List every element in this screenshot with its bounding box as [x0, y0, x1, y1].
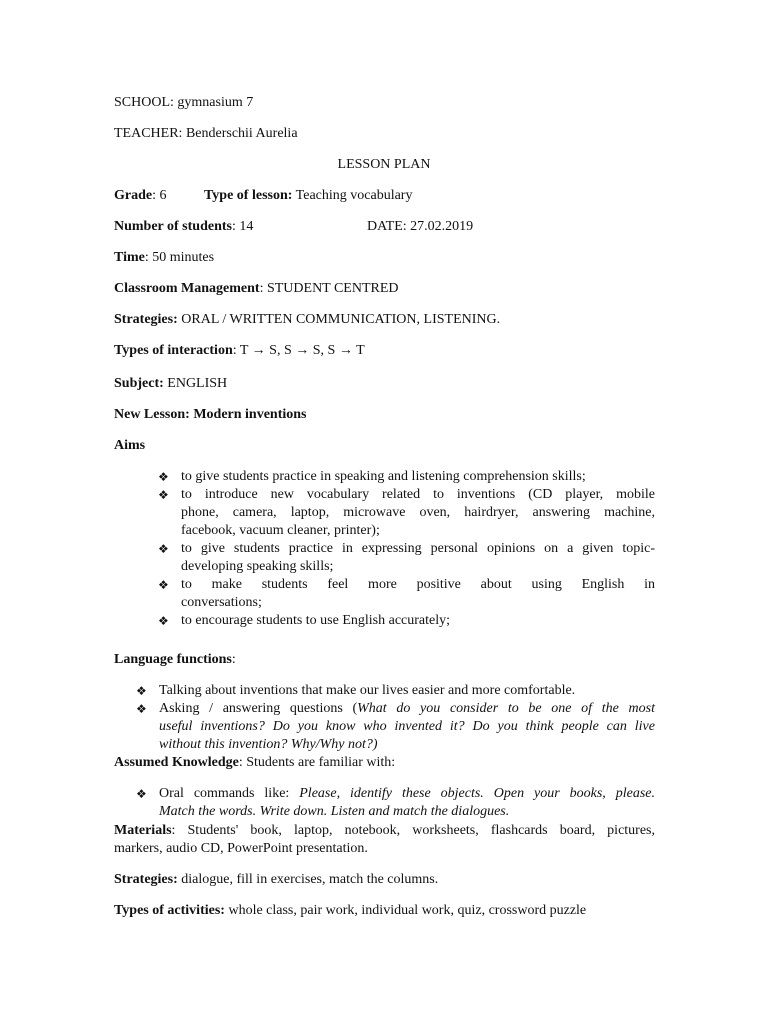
language-functions-label: Language functions [114, 652, 232, 667]
new-lesson-heading: New Lesson: Modern inventions [114, 407, 307, 422]
bullet-diamond-icon: ❖ [158, 542, 169, 556]
aim-line: to encourage students to use English accurately; [181, 613, 451, 628]
question-text: What do you consider to be one of the most [357, 701, 655, 716]
strategies-line [114, 311, 500, 329]
teacher-line [114, 125, 298, 143]
aims-heading: Aims [114, 438, 146, 453]
strategies-value: ORAL / WRITTEN COMMUNICATION, LISTENING. [181, 312, 501, 327]
materials-value: : Students' book, laptop, notebook, worksheets, flashcards board, pictures, [171, 823, 655, 838]
subject-label: Subject: [114, 376, 164, 391]
question-prefix: Asking / answering questions ( [159, 701, 358, 716]
aim-line: to give students practice in expressing personal opinions on a given topic- [181, 541, 655, 556]
commands-prefix: Oral commands like: [159, 786, 300, 801]
activities-line [114, 902, 586, 920]
language-functions-list [136, 682, 655, 754]
question-text: without this invention? Why/Why not?) [159, 737, 378, 752]
lesson-type-label: Type of lesson: [204, 188, 293, 203]
aim-line: conversations; [181, 595, 262, 610]
subject-line [114, 375, 227, 393]
bullet-diamond-icon: ❖ [158, 470, 169, 484]
school-label: SCHOOL: [114, 95, 174, 110]
lesson-type-value: Teaching vocabulary [295, 188, 413, 203]
materials-line-2: markers, audio CD, PowerPoint presentation. [114, 841, 368, 856]
bullet-diamond-icon: ❖ [136, 787, 147, 801]
time-value: 50 minutes [152, 250, 215, 265]
aim-item [158, 540, 655, 576]
materials-line [114, 822, 655, 840]
commands-text: Match the words. Write down. Listen and match the dialogues. [159, 804, 510, 819]
activities-label: Types of activities: [114, 903, 225, 918]
school-line [114, 94, 253, 112]
strategies-activities-line [114, 871, 438, 889]
aim-line: to make students feel more positive about using English in [181, 577, 655, 592]
strategies-value-2: dialogue, fill in exercises, match the columns. [181, 872, 439, 887]
bullet-diamond-icon: ❖ [158, 578, 169, 592]
lesson-type-line [204, 187, 412, 205]
students-line: Number of students: 14 [114, 219, 254, 234]
activities-value: whole class, pair work, individual work, quiz, crossword puzzle [228, 903, 587, 918]
aim-line: to introduce new vocabulary related to inventions (CD player, mobile [181, 487, 655, 502]
teacher-label: TEACHER: [114, 126, 183, 141]
question-text: useful inventions? Do you know who invented it? Do you think people can live [159, 719, 655, 734]
students-label: Number of students [114, 219, 232, 234]
subject-value: ENGLISH [167, 376, 228, 391]
aim-line: to give students practice in speaking and listening comprehension skills; [181, 469, 586, 484]
management-label: Classroom Management [114, 281, 260, 296]
commands-text: Please, identify these objects. Open your books, please. [299, 786, 655, 801]
strategies-label-2: Strategies: [114, 872, 178, 887]
time-label: Time [114, 250, 145, 265]
language-function-item [136, 682, 655, 700]
language-function-line [159, 700, 655, 718]
students-value: 14 [239, 219, 254, 234]
assumed-knowledge-list [136, 785, 655, 821]
bullet-diamond-icon: ❖ [158, 614, 169, 628]
bullet-diamond-icon: ❖ [158, 488, 169, 502]
date-text: DATE: 27.02.2019 [367, 219, 474, 234]
grade-label: Grade [114, 188, 153, 203]
strategies-label: Strategies: [114, 312, 178, 327]
commands-line [159, 785, 655, 803]
school-value: gymnasium 7 [177, 95, 254, 110]
aim-item [158, 576, 655, 612]
grade-line: Grade: 6 [114, 188, 167, 203]
bullet-diamond-icon: ❖ [136, 702, 147, 716]
assumed-knowledge-value: : Students are familiar with: [238, 755, 396, 770]
aim-item [158, 612, 655, 630]
document-title: LESSON PLAN [337, 157, 431, 172]
aim-item [158, 486, 655, 540]
assumed-knowledge-line [114, 754, 395, 772]
interaction-line: Types of interaction: T → S, S → S, S → T [114, 343, 365, 358]
aim-line: phone, camera, laptop, microwave oven, hairdryer, answering machine, [181, 505, 655, 520]
language-function-text: Talking about inventions that make our lives easier and more comfortable. [159, 683, 576, 698]
bullet-diamond-icon: ❖ [136, 684, 147, 698]
teacher-value: Benderschii Aurelia [185, 126, 298, 141]
aims-list [158, 468, 655, 630]
management-value: STUDENT CENTRED [266, 281, 399, 296]
grade-value: 6 [159, 188, 167, 203]
language-functions-heading: Language functions: [114, 652, 236, 667]
aim-line: facebook, vacuum cleaner, printer); [181, 523, 380, 538]
interaction-value: T → S, S → S, S → T [239, 343, 365, 358]
aim-line: developing speaking skills; [181, 559, 334, 574]
materials-label: Materials [114, 823, 172, 838]
management-line: Classroom Management: STUDENT CENTRED [114, 281, 399, 296]
aim-item [158, 468, 655, 486]
time-line: Time: 50 minutes [114, 250, 215, 265]
assumed-knowledge-label: Assumed Knowledge [114, 755, 239, 770]
assumed-knowledge-item [136, 785, 655, 821]
interaction-label: Types of interaction [114, 343, 233, 358]
language-function-item [136, 700, 655, 754]
